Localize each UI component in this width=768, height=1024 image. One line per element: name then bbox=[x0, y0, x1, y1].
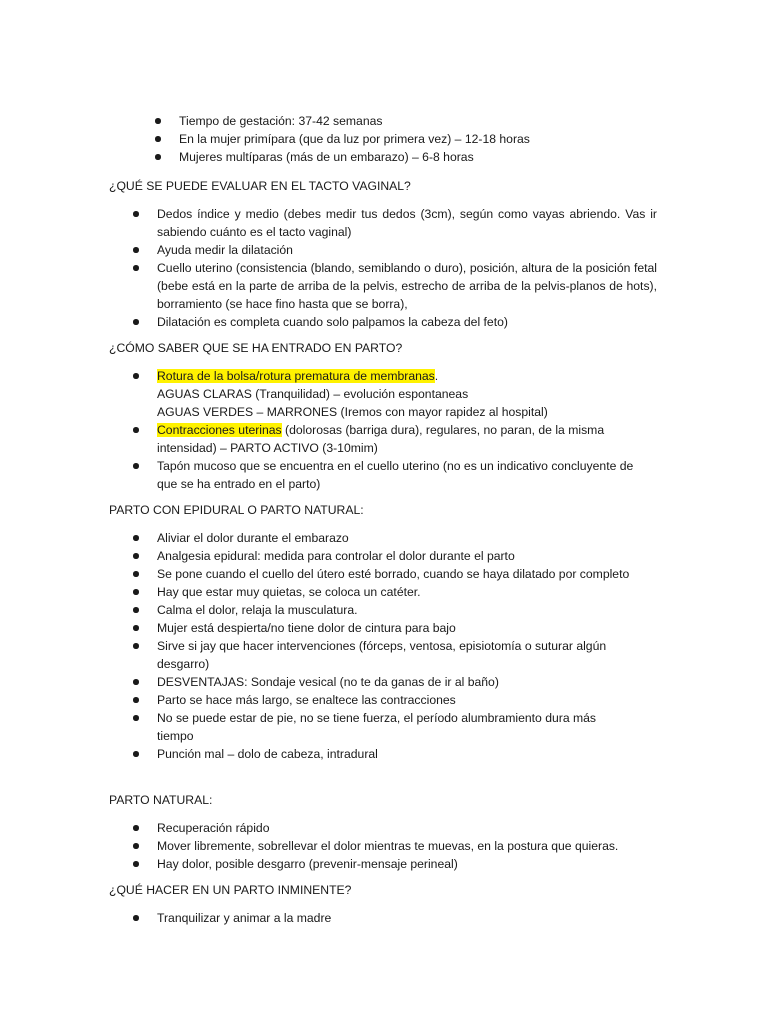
list-item: Punción mal – dolo de cabeza, intradural bbox=[133, 745, 633, 763]
list-item: En la mujer primípara (que da luz por primera vez) – 12-18 horas bbox=[155, 130, 675, 148]
inminente-list bbox=[133, 909, 657, 927]
list-item: Cuello uterino (consistencia (blando, semiblando o duro), posición, altura de la posición fetal (bebe está en la parte de arriba de la pelvis, estrecho de arriba de la pelvis-planos de hots), borramiento (se hace fino hasta que se borra), bbox=[133, 259, 657, 313]
list-item: Se pone cuando el cuello del útero esté borrado, cuando se haya dilatado por completo bbox=[133, 565, 633, 583]
list-item: Hay que estar muy quietas, se coloca un catéter. bbox=[133, 583, 633, 601]
list-item: Recuperación rápido bbox=[133, 819, 693, 837]
epidural-list bbox=[133, 529, 633, 763]
list-item: Ayuda medir la dilatación bbox=[133, 241, 657, 259]
list-item: Aliviar el dolor durante el embarazo bbox=[133, 529, 633, 547]
section-heading-epidural: PARTO CON EPIDURAL O PARTO NATURAL: bbox=[109, 503, 364, 517]
section-heading-tacto: ¿QUÉ SE PUEDE EVALUAR EN EL TACTO VAGINAL? bbox=[109, 179, 411, 193]
list-item: Mujer está despierta/no tiene dolor de cintura para bajo bbox=[133, 619, 633, 637]
sub-line: AGUAS CLARAS (Tranquilidad) – evolución espontaneas bbox=[157, 387, 469, 401]
list-item: Calma el dolor, relaja la musculatura. bbox=[133, 601, 633, 619]
list-item: Analgesia epidural: medida para controlar el dolor durante el parto bbox=[133, 547, 633, 565]
item-text: (dolorosas (barriga dura), regulares, no paran, de la misma intensidad) – PARTO ACTIVO (3-10mim) bbox=[157, 423, 605, 455]
list-item bbox=[133, 421, 657, 457]
section-heading-inminente: ¿QUÉ HACER EN UN PARTO INMINENTE? bbox=[109, 883, 352, 897]
list-item: Tapón mucoso que se encuentra en el cuello uterino (no es un indicativo concluyente de que se ha entrado en el parto) bbox=[133, 457, 657, 493]
list-item: Dilatación es completa cuando solo palpamos la cabeza del feto) bbox=[133, 313, 657, 331]
list-item: Mujeres multíparas (más de un embarazo) – 6-8 horas bbox=[155, 148, 675, 166]
list-item: DESVENTAJAS: Sondaje vesical (no te da ganas de ir al baño) bbox=[133, 673, 633, 691]
list-item: Tiempo de gestación: 37-42 semanas bbox=[155, 112, 675, 130]
highlighted-text: Rotura de la bolsa/rotura prematura de membranas bbox=[157, 369, 435, 383]
natural-list bbox=[133, 819, 693, 873]
intro-list bbox=[155, 112, 675, 166]
list-item: Hay dolor, posible desgarro (prevenir-mensaje perineal) bbox=[133, 855, 693, 873]
list-item: Tranquilizar y animar a la madre bbox=[133, 909, 657, 927]
tacto-list bbox=[133, 205, 657, 331]
list-item bbox=[133, 367, 657, 421]
list-item: Mover libremente, sobrellevar el dolor mientras te muevas, en la postura que quieras. bbox=[133, 837, 693, 855]
section-heading-natural: PARTO NATURAL: bbox=[109, 793, 213, 807]
list-item: Sirve si jay que hacer intervenciones (fórceps, ventosa, episiotomía o suturar algún desgarro) bbox=[133, 637, 633, 673]
sub-line: AGUAS VERDES – MARRONES (Iremos con mayor rapidez al hospital) bbox=[157, 405, 548, 419]
parto-list bbox=[133, 367, 657, 493]
item-text: . bbox=[434, 369, 439, 383]
highlighted-text: Contracciones uterinas bbox=[157, 423, 282, 437]
list-item: Dedos índice y medio (debes medir tus dedos (3cm), según como vayas abriendo. Vas ir sabiendo cuánto es el tacto vaginal) bbox=[133, 205, 657, 241]
list-item: No se puede estar de pie, no se tiene fuerza, el período alumbramiento dura más tiempo bbox=[133, 709, 633, 745]
list-item: Parto se hace más largo, se enaltece las contracciones bbox=[133, 691, 633, 709]
section-heading-parto: ¿CÓMO SABER QUE SE HA ENTRADO EN PARTO? bbox=[109, 341, 403, 355]
